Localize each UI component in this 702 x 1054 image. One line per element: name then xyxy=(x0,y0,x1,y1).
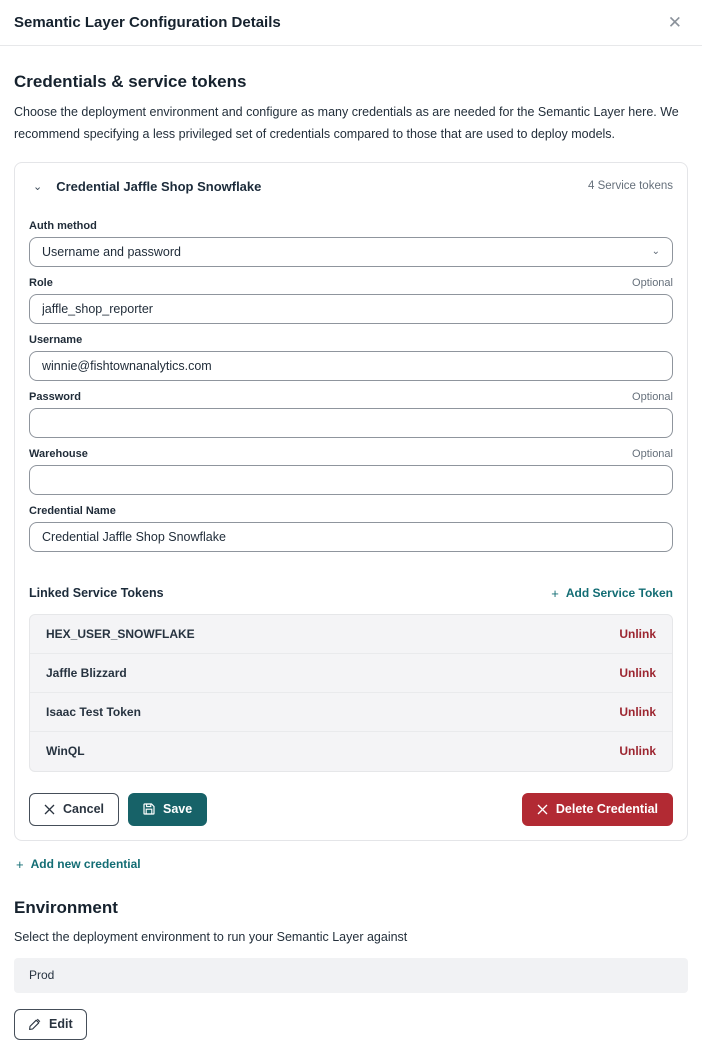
optional-label: Optional xyxy=(632,447,673,460)
role-label: Role xyxy=(29,276,53,289)
pencil-icon xyxy=(28,1018,41,1031)
save-label: Save xyxy=(163,802,193,817)
close-icon xyxy=(44,804,55,815)
cancel-label: Cancel xyxy=(63,802,104,817)
token-row xyxy=(30,693,672,732)
save-icon xyxy=(143,803,155,815)
close-icon[interactable]: ✕ xyxy=(664,12,686,33)
close-icon xyxy=(537,804,548,815)
delete-credential-button[interactable] xyxy=(522,793,673,826)
environment-selected-value: Prod xyxy=(29,968,55,983)
field-username xyxy=(29,334,673,381)
token-name: Isaac Test Token xyxy=(46,704,141,719)
optional-label: Optional xyxy=(632,390,673,403)
linked-tokens-title: Linked Service Tokens xyxy=(29,586,164,601)
token-row xyxy=(30,654,672,693)
service-token-list xyxy=(29,614,673,772)
credential-card xyxy=(14,162,688,841)
token-row xyxy=(30,615,672,654)
credentials-section-heading: Credentials & service tokens xyxy=(14,72,247,91)
service-tokens-count: 4 Service tokens xyxy=(587,180,673,193)
token-name: Jaffle Blizzard xyxy=(46,665,127,680)
credential-name-label: Credential Name xyxy=(29,504,116,517)
credential-card-title: Credential Jaffle Shop Snowflake xyxy=(56,178,262,194)
save-button[interactable] xyxy=(128,793,207,826)
plus-icon: + xyxy=(551,585,559,601)
cancel-button[interactable] xyxy=(29,793,119,826)
unlink-button[interactable]: Unlink xyxy=(619,626,656,641)
add-new-credential-label: Add new credential xyxy=(30,857,141,872)
credentials-section-description: Choose the deployment environment and configure as many credentials as are needed for the Semantic Layer here. We recommend specifying a less privileged set of credentials compared to those that are used to deploy models. xyxy=(14,105,679,141)
field-password xyxy=(29,391,673,438)
auth-method-label: Auth method xyxy=(29,219,97,232)
delete-credential-label: Delete Credential xyxy=(555,802,658,817)
dialog-title: Semantic Layer Configuration Details xyxy=(14,14,281,31)
auth-method-select[interactable] xyxy=(29,237,673,267)
unlink-button[interactable]: Unlink xyxy=(619,665,656,680)
username-label: Username xyxy=(29,333,83,346)
field-warehouse xyxy=(29,448,673,495)
password-input[interactable] xyxy=(29,408,673,438)
field-role xyxy=(29,277,673,324)
add-new-credential-button[interactable] xyxy=(16,857,141,872)
warehouse-input[interactable] xyxy=(29,465,673,495)
optional-label: Optional xyxy=(632,276,673,289)
chevron-down-icon[interactable]: ⌄ xyxy=(33,180,43,193)
dialog-header xyxy=(0,0,702,46)
card-actions xyxy=(29,793,673,826)
username-input[interactable] xyxy=(29,351,673,381)
warehouse-label: Warehouse xyxy=(29,447,88,460)
credential-card-header[interactable] xyxy=(29,179,673,194)
role-input[interactable] xyxy=(29,294,673,324)
add-service-token-button[interactable] xyxy=(551,586,673,601)
add-new-credential-row xyxy=(16,857,688,872)
environment-selected-row xyxy=(14,958,688,993)
password-label: Password xyxy=(29,390,81,403)
unlink-button[interactable]: Unlink xyxy=(619,744,656,759)
add-service-token-label: Add Service Token xyxy=(565,586,673,601)
edit-label: Edit xyxy=(49,1017,73,1032)
dialog-body xyxy=(0,46,702,1054)
environment-heading: Environment xyxy=(14,897,118,917)
plus-icon: + xyxy=(16,856,24,872)
edit-button[interactable] xyxy=(14,1009,87,1040)
unlink-button[interactable]: Unlink xyxy=(619,704,656,719)
field-auth-method xyxy=(29,220,673,267)
field-credential-name xyxy=(29,505,673,552)
token-name: HEX_USER_SNOWFLAKE xyxy=(46,626,195,641)
chevron-down-icon: ⌄ xyxy=(651,246,660,258)
token-name: WinQL xyxy=(46,744,85,759)
linked-tokens-header xyxy=(29,586,673,601)
credential-name-input[interactable] xyxy=(29,522,673,552)
auth-method-value: Username and password xyxy=(42,244,181,259)
environment-description: Select the deployment environment to run your Semantic Layer against xyxy=(14,929,408,944)
token-row xyxy=(30,732,672,771)
